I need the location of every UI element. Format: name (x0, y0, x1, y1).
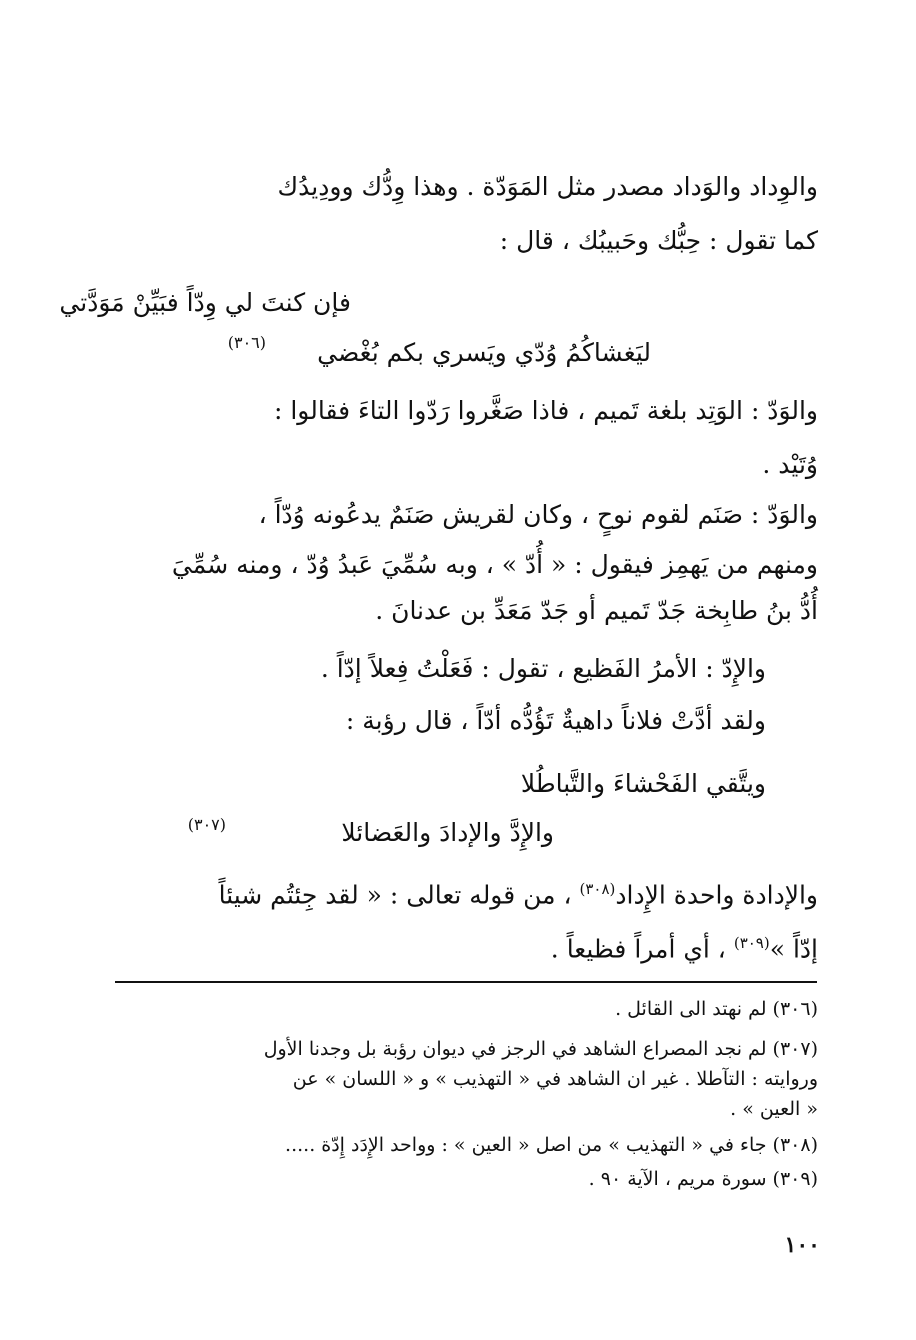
paragraph-line: ومنهم من يَهمِز فيقول : « أُدّ » ، وبه سُمِّيَ عَبدُ وُدّ ، ومنه سُمِّيَ (171, 550, 818, 579)
footnote: (٣٠٧) لم نجد المصراع الشاهد في الرجز في ديوان رؤبة بل وجدنا الأول (263, 1038, 818, 1060)
paragraph-line: والإِدّ : الأمرُ الفَظيع ، تقول : فَعَلْتُ فِعلاً إدّاً . (320, 654, 766, 683)
paragraph-line: والوِداد والوَداد مصدر مثل المَوَدّة . وهذا وِدُّك وودِيدُك (277, 172, 818, 201)
footnote: « العين » . (730, 1098, 818, 1120)
paragraph-text: إدّاً » (769, 934, 818, 964)
footnote-marker: (٣٠٦) (227, 333, 266, 352)
footnote-divider (115, 981, 817, 983)
verse-line: ليَغشاكُمُ وُدّي ويَسري بكم بُغْضي (317, 338, 651, 367)
paragraph-line: ولقد أدَّتْ فلاناً داهيةٌ تَؤُدُّه أدّاً ، قال رؤبة : (345, 706, 766, 735)
verse-line: ويتَّقي الفَحْشاءَ والتَّباطُلا (520, 769, 766, 798)
verse-line: فإن كنتَ لي وِدّاً فبَيِّنْ مَوَدَّتي (59, 288, 351, 317)
paragraph-line (551, 926, 818, 966)
footnote-marker: (٣٠٩) (733, 934, 770, 952)
footnote: (٣٠٦) لم نهتد الى القائل . (615, 998, 818, 1020)
footnote: (٣٠٨) جاء في « التهذيب » من اصل « العين » : وواحد الإِدَد إِدّة ..... (285, 1134, 818, 1156)
footnote-marker: (٣٠٧) (187, 815, 226, 834)
paragraph-line (219, 872, 818, 912)
footnote-marker: (٣٠٨) (579, 880, 616, 898)
verse-line: والإِدَّ والإدادَ والعَضائلا (341, 818, 554, 847)
footnote: وروايته : التآطلا . غير ان الشاهد في « التهذيب » و « اللسان » عن (292, 1068, 818, 1090)
page-number: ١٠٠ (784, 1232, 820, 1258)
paragraph-text: والإدادة واحدة الإِداد (615, 880, 818, 910)
paragraph-line: والوَدّ : صَنَم لقوم نوحٍ ، وكان لقريش صَنَمٌ يدعُونه وُدّاً ، (258, 500, 818, 529)
paragraph-line: والوَدّ : الوَتِد بلغة تَميم ، فاذا صَغَّروا رَدّوا التاءَ فقالوا : (273, 396, 818, 425)
paragraph-line: كما تقول : حِبُّك وحَبيبُك ، قال : (499, 226, 818, 255)
paragraph-text: ، أي أمراً فظيعاً . (550, 934, 726, 964)
paragraph-line: وُتَيْد . (762, 450, 818, 479)
footnote: (٣٠٩) سورة مريم ، الآية ٩٠ . (588, 1168, 818, 1190)
paragraph-text: ، من قوله تعالى : « لقد جِئتُم شيئاً (218, 880, 572, 910)
paragraph-line: أُدُّ بنُ طابِخة جَدّ تَميم أو جَدّ مَعَدِّ بن عدنانَ . (375, 596, 818, 625)
